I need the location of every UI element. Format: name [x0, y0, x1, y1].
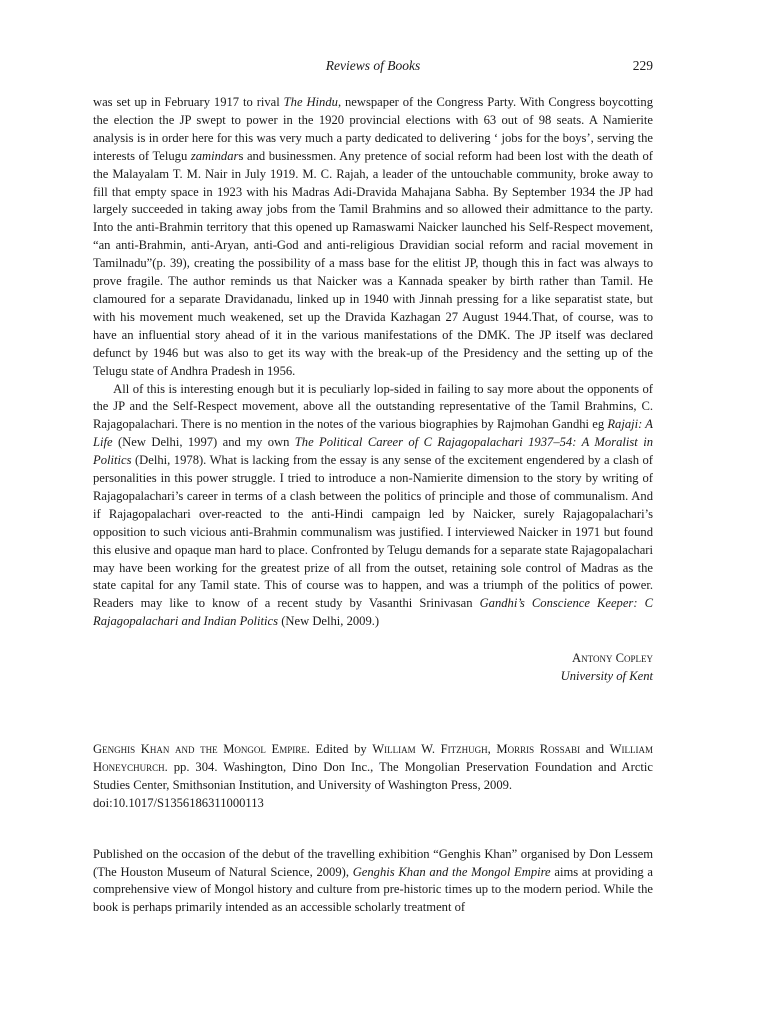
text-run: (New Delhi, 2009.): [278, 614, 380, 629]
publication-details: . pp. 304. Washington, Dino Don Inc., The Mongolian Preservation Foundation and Arctic Studies Center, Smithsonian Institution, and University of Washington Press, 2009.: [93, 759, 653, 792]
reviewer-affiliation: University of Kent: [560, 669, 653, 684]
text-run: s and businessmen. Any pretence of social reform had been lost with the death of the Malayalam T. M. Nair in July 1919. M. C. Rajah, a leader of the untouchable community, broke away to fill that empty space in 1923 with his Madras Adi-Dravida Mahajana Sabha. By September 1934 the JP had largely succeeded in taking away jobs from the Tamil Brahmins and so allowed their admittance to the party. Into the anti-Brahmin territory that this opened up Ramaswami Naicker launched his Self-Respect movement, “an anti-Brahmin, anti-Aryan, anti-God and anti-religious Dravidian social reform and racial movement in Tamilnadu”(p. 39), creating the possibility of a mass base for the elitist JP, though this in fact was always to prove fragile. The author reminds us that Naicker was a Kannada speaker by birth rather than Tamil. He clamoured for a separate Dravidanadu, linked up in 1940 with Jinnah pressing for a like separatist state, but with his movement much weakened, set up the Dravida Kazhagan 27 August 1944.That, of course, was to have an influential story ahead of it in the various manifestations of the DMK. The JP itself was declared defunct by 1946 but was also to get its way with the break-up of the Presidency and the setting up of the Telugu state of Andhra Pradesh in 1956.: [93, 148, 653, 378]
text-run: ,: [487, 742, 497, 756]
book-title: Genghis Khan and the Mongol Empire: [93, 742, 307, 756]
review2-paragraph-1: [93, 846, 653, 918]
italic-term: zamindar: [190, 148, 239, 163]
italic-title: The Hindu: [283, 95, 338, 109]
text-run: was set up in February 1917 to rival: [93, 95, 284, 109]
editor-name: William W. Fitzhugh: [372, 742, 488, 756]
text-run: , newspaper of the Congress Party. With Congress boycotting the election the JP swept to power in the 1920 provincial elections with 63 out of 98 seats. A Namierite analysis is in order here for this was very much a party dedicated to delivering ‘ jobs for the boys’, serving the interests of Telugu: [93, 95, 653, 163]
editor-name: Morris Rossabi: [496, 742, 581, 756]
italic-title: Gandhi’s Conscience Keeper: C Rajagopalachari and Indian Politics: [93, 596, 653, 629]
review1-paragraph-2: [93, 381, 653, 632]
italic-title: The Political Career of C Rajagopalachari 1937–54: A Moralist in Politics: [93, 435, 653, 468]
text-run: and: [580, 742, 610, 756]
text-run: (Delhi, 1978). What is lacking from the essay is any sense of the excitement engendered by a clash of personalities in this power struggle. I tried to introduce a non-Namierite dimension to the story by writing of Rajagopalachari’s career in terms of a clash between the politics of principle and those of communalism. And if Rajagopalachari over-reacted to the anti-Hindi campaign led by Naicker, surely Rajagopalachari’s opposition to such vicious anti-Brahmin communalism was justified. I interviewed Naicker in 1971 but found this elusive and opaque man hard to place. Confronted by Telugu demands for a separate state Rajagopalachari may have been working for the greatest prize of all from the outset, retaining sole control of Madras as the state capital for any Tamil state. This of course was to happen, and was a triumph of the politics of power. Readers may like to know of a recent study by Vasanthi Srinivasan: [93, 453, 653, 611]
text-run: All of this is interesting enough but it is peculiarly lop-sided in failing to say more about the opponents of the JP and the Self-Respect movement, above all the outstanding representative of the Tamil Brahmins, C. Rajagopalachari. There is no mention in the notes of the various biographies by Rajmohan Gandhi eg: [93, 381, 653, 432]
running-title: Reviews of Books: [325, 58, 421, 73]
italic-title: Genghis Khan and the Mongol Empire: [352, 864, 551, 879]
running-header: [93, 58, 653, 78]
reviewer-signature: [93, 650, 653, 686]
review1-paragraph-1: [93, 94, 653, 381]
text-run: Published on the occasion of the debut of the travelling exhibition “Genghis Khan” organised by Don Lessem (The Houston Museum of Natural Science, 2009),: [93, 846, 653, 879]
text-run: . Edited by: [306, 742, 373, 756]
page-body: [93, 94, 653, 917]
page-number: 229: [632, 58, 653, 73]
review2-book-header: [93, 741, 653, 795]
text-run: aims at providing a comprehensive view of Mongol history and culture from pre-historic times up to the modern period. While the book is perhaps primarily intended as an accessible scholarly treatment of: [93, 864, 653, 915]
editor-name: William Honeychurch: [93, 742, 654, 774]
text-run: (New Delhi, 1997) and my own: [112, 435, 295, 450]
reviewer-name: Antony Copley: [572, 651, 653, 666]
doi: doi:10.1017/S1356186311000113: [93, 795, 264, 810]
italic-title: Rajaji: A Life: [93, 417, 653, 450]
